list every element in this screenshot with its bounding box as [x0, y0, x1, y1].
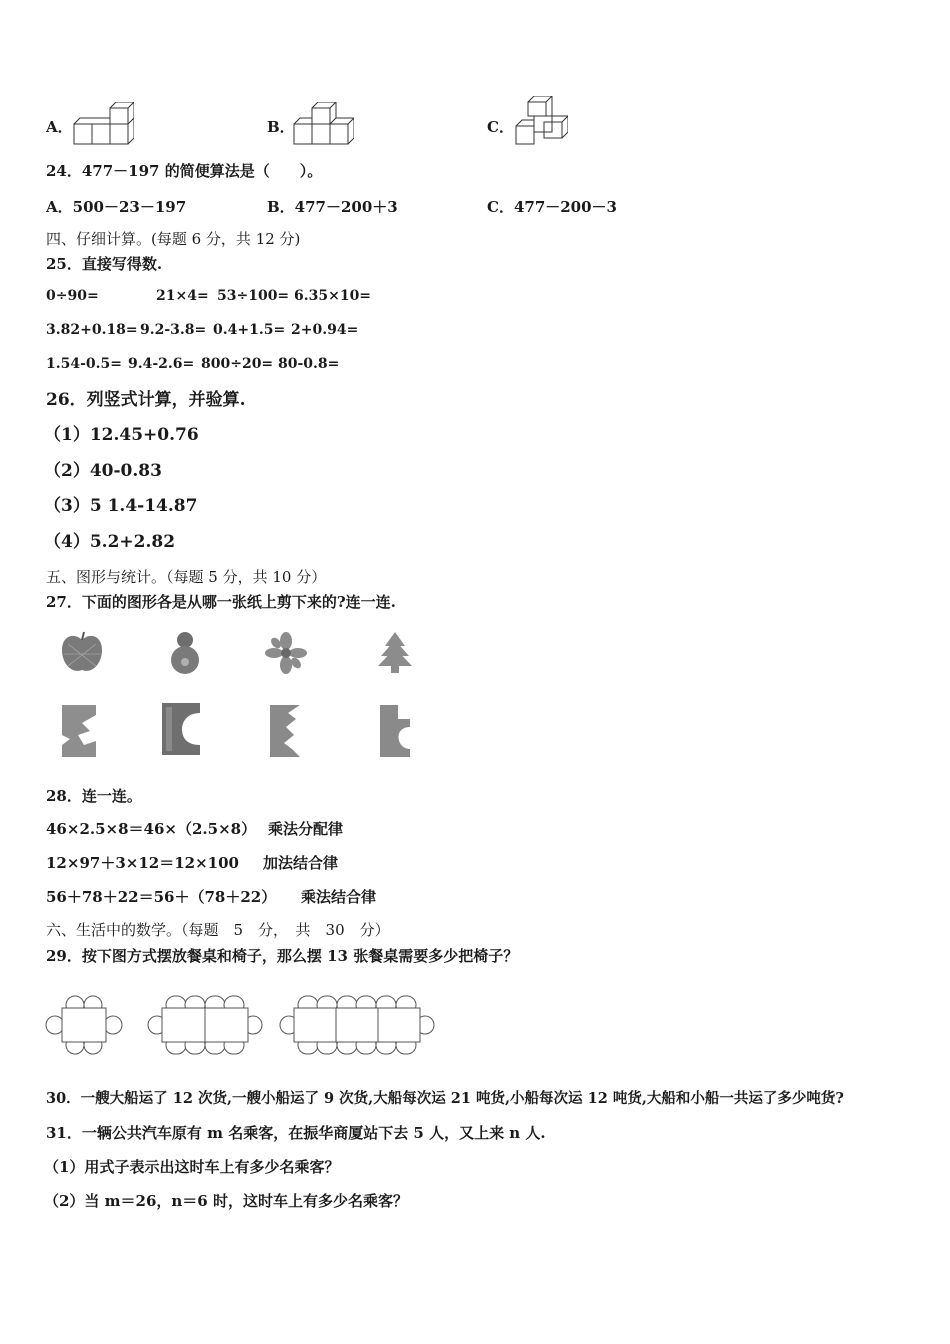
q27-stem: 27．下面的图形各是从哪一张纸上剪下来的?连一连.: [46, 593, 396, 611]
q25-item: 800÷20=: [201, 356, 274, 372]
q24-option-a[interactable]: A．500－23－197: [46, 198, 187, 216]
q24-stem: 24．477－197 的简便算法是（ ）。: [46, 162, 323, 180]
section-5-title: 五、图形与统计。（每题 5 分，共 10 分）: [46, 568, 327, 586]
q25-item: 6.35×10=: [294, 288, 372, 304]
section-4-title: 四、仔细计算。(每题 6 分，共 12 分): [46, 230, 301, 248]
q25-item: 9.4-2.6=: [128, 356, 195, 372]
q26-item-4: （4）5.2+2.82: [44, 532, 176, 552]
q25-item: 0.4+1.5=: [213, 322, 286, 338]
q25-item: 2+0.94=: [291, 322, 359, 338]
q28-expr-3[interactable]: 56＋78＋22＝56＋（78＋22）: [46, 888, 277, 906]
q31-stem: 31．一辆公共汽车原有 m 名乘客，在振华商厦站下去 5 人，又上来 n 人.: [46, 1124, 546, 1142]
q23-cube-figure-b: [292, 102, 354, 148]
q31-sub-1: （1）用式子表示出这时车上有多少名乘客？: [44, 1158, 340, 1176]
table-arrangement-1-figure: [44, 994, 124, 1056]
table-arrangement-2-figure: [146, 994, 264, 1056]
q26-item-2: （2）40-0.83: [44, 461, 162, 481]
q26-item-1: （1）12.45+0.76: [44, 425, 199, 445]
q26-item-3: （3）5 1.4-14.87: [44, 496, 198, 516]
table-arrangement-3-figure: [278, 994, 436, 1056]
paper-d-icon[interactable]: [380, 705, 410, 757]
flower-shape-icon[interactable]: [264, 632, 308, 674]
paper-c-icon[interactable]: [270, 705, 300, 757]
q28-stem: 28．连一连。: [46, 787, 142, 805]
q24-option-b[interactable]: B．477－200＋3: [267, 198, 398, 216]
q28-law-1[interactable]: 乘法分配律: [268, 820, 344, 838]
q28-law-2[interactable]: 加法结合律: [263, 854, 339, 872]
q24-option-c[interactable]: C．477－200－3: [487, 198, 617, 216]
q23-cube-figure-a: [72, 102, 134, 148]
apple-shape-icon[interactable]: [60, 630, 104, 676]
q25-item: 53÷100=: [217, 288, 290, 304]
q25-item: 80-0.8=: [278, 356, 340, 372]
paper-a-icon[interactable]: [62, 705, 96, 757]
q23-option-a[interactable]: A．: [46, 118, 73, 136]
q29-stem: 29．按下图方式摆放餐桌和椅子，那么摆 13 张餐桌需要多少把椅子？: [46, 947, 519, 965]
q28-law-3[interactable]: 乘法结合律: [301, 888, 377, 906]
q25-item: 9.2-3.8=: [140, 322, 207, 338]
q30-stem: 30．一艘大船运了 12 次货,一艘小船运了 9 次货,大船每次运 21 吨货,小船每次运 12 吨货,大船和小船一共运了多少吨货?: [46, 1090, 844, 1107]
q28-expr-2[interactable]: 12×97＋3×12＝12×100: [46, 854, 239, 872]
q25-item: 1.54-0.5=: [46, 356, 122, 372]
paper-b-icon[interactable]: [162, 703, 200, 755]
q23-cube-figure-c: [514, 96, 568, 148]
q25-item: 0÷90=: [46, 288, 99, 304]
gourd-shape-icon[interactable]: [164, 628, 206, 676]
q26-stem: 26．列竖式计算，并验算.: [46, 390, 246, 410]
q25-stem: 25．直接写得数.: [46, 255, 163, 273]
q23-option-b[interactable]: B．: [267, 118, 295, 136]
q25-item: 21×4=: [156, 288, 209, 304]
section-6-title: 六、生活中的数学。（每题 5 分， 共 30 分）: [46, 921, 390, 939]
q23-option-c[interactable]: C．: [487, 118, 514, 136]
q28-expr-1[interactable]: 46×2.5×8＝46×（2.5×8）: [46, 820, 257, 838]
q25-item: 3.82+0.18=: [46, 322, 138, 338]
q31-sub-2: （2）当 m＝26，n＝6 时，这时车上有多少名乘客？: [44, 1192, 408, 1210]
tree-shape-icon[interactable]: [376, 630, 414, 674]
